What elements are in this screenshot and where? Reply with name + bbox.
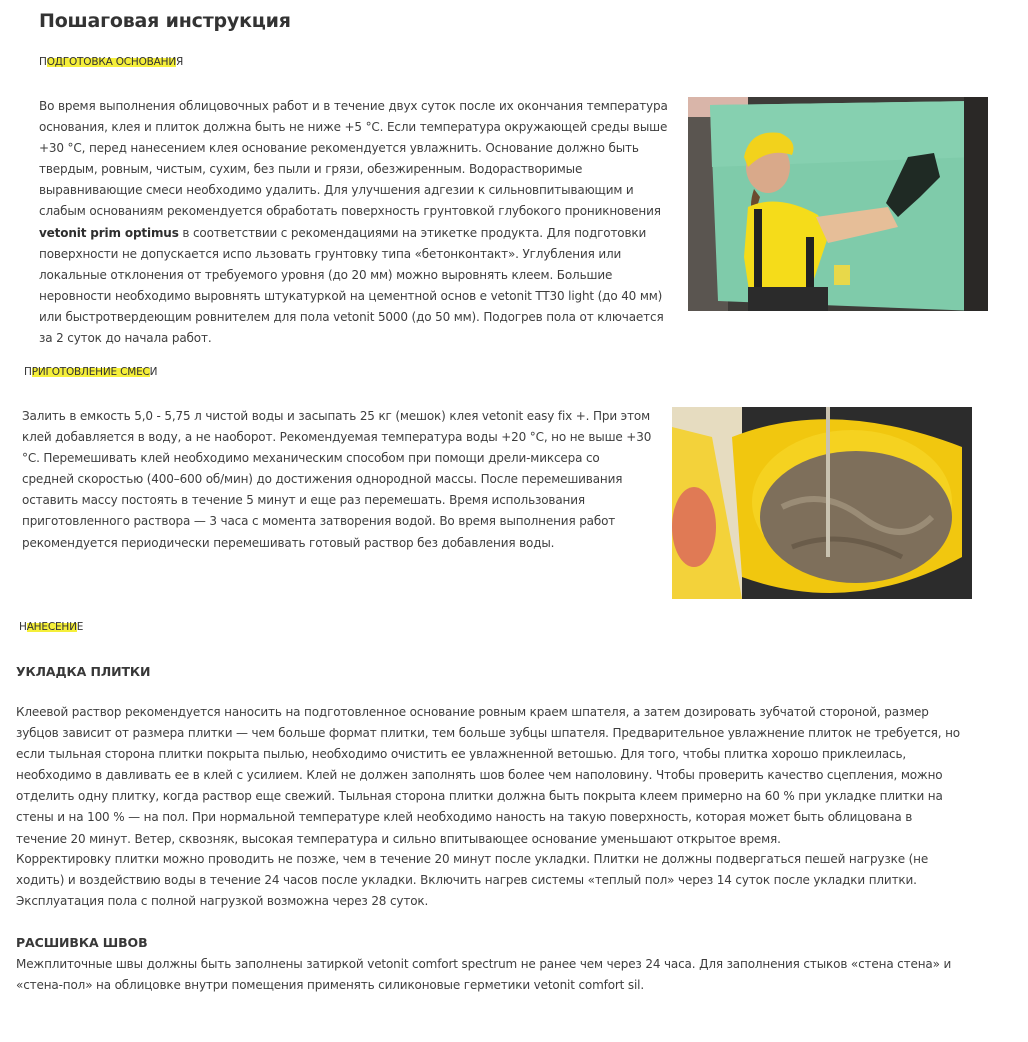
section-label-application (19, 621, 83, 633)
label-first-letter: П (24, 366, 32, 378)
product-name-bold: vetonit prim optimus (39, 225, 179, 240)
mixing-bucket-photo (672, 407, 972, 599)
label-highlighted: АНЕСЕНИ (26, 621, 77, 633)
label-first-letter: Н (19, 621, 27, 633)
grouting-paragraph: Межплиточные швы должны быть заполнены затиркой vetonit comfort spectrum не ранее чем через 24 часа. Для заполнения стыков «стена стена» и «стена-пол» на облицовке внутри помещения применять силиконовые герметики vetonit comfort sil. (16, 957, 952, 993)
paragraph-text: в соответствии с рекомендациями на этикетке продукта. Для подготовки поверхности не допускается испо льзовать грунтовку типа «бетонконтакт». Углубления или локальные отклонения от требуемого уровня (до 20 мм) можно выровнять клеем. Большие неровности необходимо выровнять штукатуркой на цементной основ е vetonit TT30 light (до 40 мм) или быстротвердеющим ровнителем для пола vetonit 5000 (до 50 мм). Подогрев пола от ключается за 2 суток до начала работ. (39, 225, 664, 346)
label-last-letter: Е (76, 621, 84, 633)
mix-preparation-paragraph: Залить в емкость 5,0 - 5,75 л чистой воды и засыпать 25 кг (мешок) клея vetonit easy fix +. При этом клей добавляется в воду, а не наоборот. Рекомендуемая температура воды +20 °C, но не выше +30 °C. Перемешивать клей необходимо механическим способом при помощи дрели-миксера со средней скоростью (400–600 об/мин) до достижения однородной массы. После перемешивания оставить массу постоять в течение 5 минут и еще раз перемешать. Время использования приготовленного раствора — 3 часа с момента затворения водой. Во время выполнения работ рекомендуется периодически перемешивать готовый раствор без добавления воды. (22, 409, 652, 550)
tile-laying-heading: УКЛАДКА ПЛИТКИ (16, 664, 151, 679)
label-highlighted: РИГОТОВЛЕНИЕ СМЕС (31, 366, 150, 378)
worker-photo-illustration (688, 97, 988, 311)
paragraph-text: Во время выполнения облицовочных работ и в течение двух суток после их окончания температура основания, клея и плиток должна быть не ниже +5 °C. Если температура окружающей среды выше +30 °C, перед нанесением клея основание рекомендуется увлажнить. Основание должно быть твердым, ровным, чистым, сухим, без пыли и грязи, обезжиренным. Водорастворимые выравнивающие смеси необходимо удалить. Для улучшения адгезии к сильновпитывающим и слабым основаниям рекомендуется обработать поверхность грунтовкой глубокого проникновения (39, 99, 668, 219)
label-highlighted: ОДГОТОВКА ОСНОВАНИ (46, 56, 176, 68)
label-last-letter: И (149, 366, 158, 378)
grouting-heading: РАСШИВКА ШВОВ (16, 935, 148, 950)
bucket-photo-illustration (672, 407, 972, 599)
tile-laying-paragraph-2: Корректировку плитки можно проводить не позже, чем в течение 20 минут после укладки. Плитки не должны подвергаться пешей нагрузке (не ходить) и воздействию воды в течение 24 часов после укладки. Включить нагрев системы «теплый пол» через 14 суток после укладки плитки. Эксплуатация пола с полной нагрузкой возможна через 28 суток. (16, 852, 929, 909)
preparation-base-paragraph (39, 96, 674, 349)
page-title: Пошаговая инструкция (39, 10, 291, 32)
section-label-mix-preparation (24, 366, 157, 378)
section-label-preparation-base (39, 56, 183, 68)
label-last-letter: Я (176, 56, 184, 68)
tile-laying-paragraph-1: Клеевой раствор рекомендуется наносить на подготовленное основание ровным краем шпателя, а затем дозировать зубчатой стороной, размер зубцов зависит от размера плитки — чем больше формат плитки, тем больше зубцы шпателя. Предварительное увлажнение плиток не требуется, но если тыльная сторона плитки покрыта пылью, необходимо очистить ее увлажненной ветошью. Для того, чтобы плитка хорошо приклеилась, необходимо в давливать ее в клей с усилием. Клей не должен заполнять шов более чем наполовину. Чтобы проверить качество сцепления, можно отделить одну плитку, когда раствор еще свежий. Тыльная сторона плитки должна быть покрыта клеем примерно на 60 % при укладке плитки на стены и на 100 % — на пол. При нормальной температуре клей необходимо наность на такую поверхность, которая может быть облицована в течение 20 минут. Ветер, сквозняк, высокая температура и сильно впитывающее основание уменьшают открытое время. (16, 705, 960, 846)
worker-installing-board-photo (688, 97, 988, 311)
label-first-letter: П (39, 56, 47, 68)
